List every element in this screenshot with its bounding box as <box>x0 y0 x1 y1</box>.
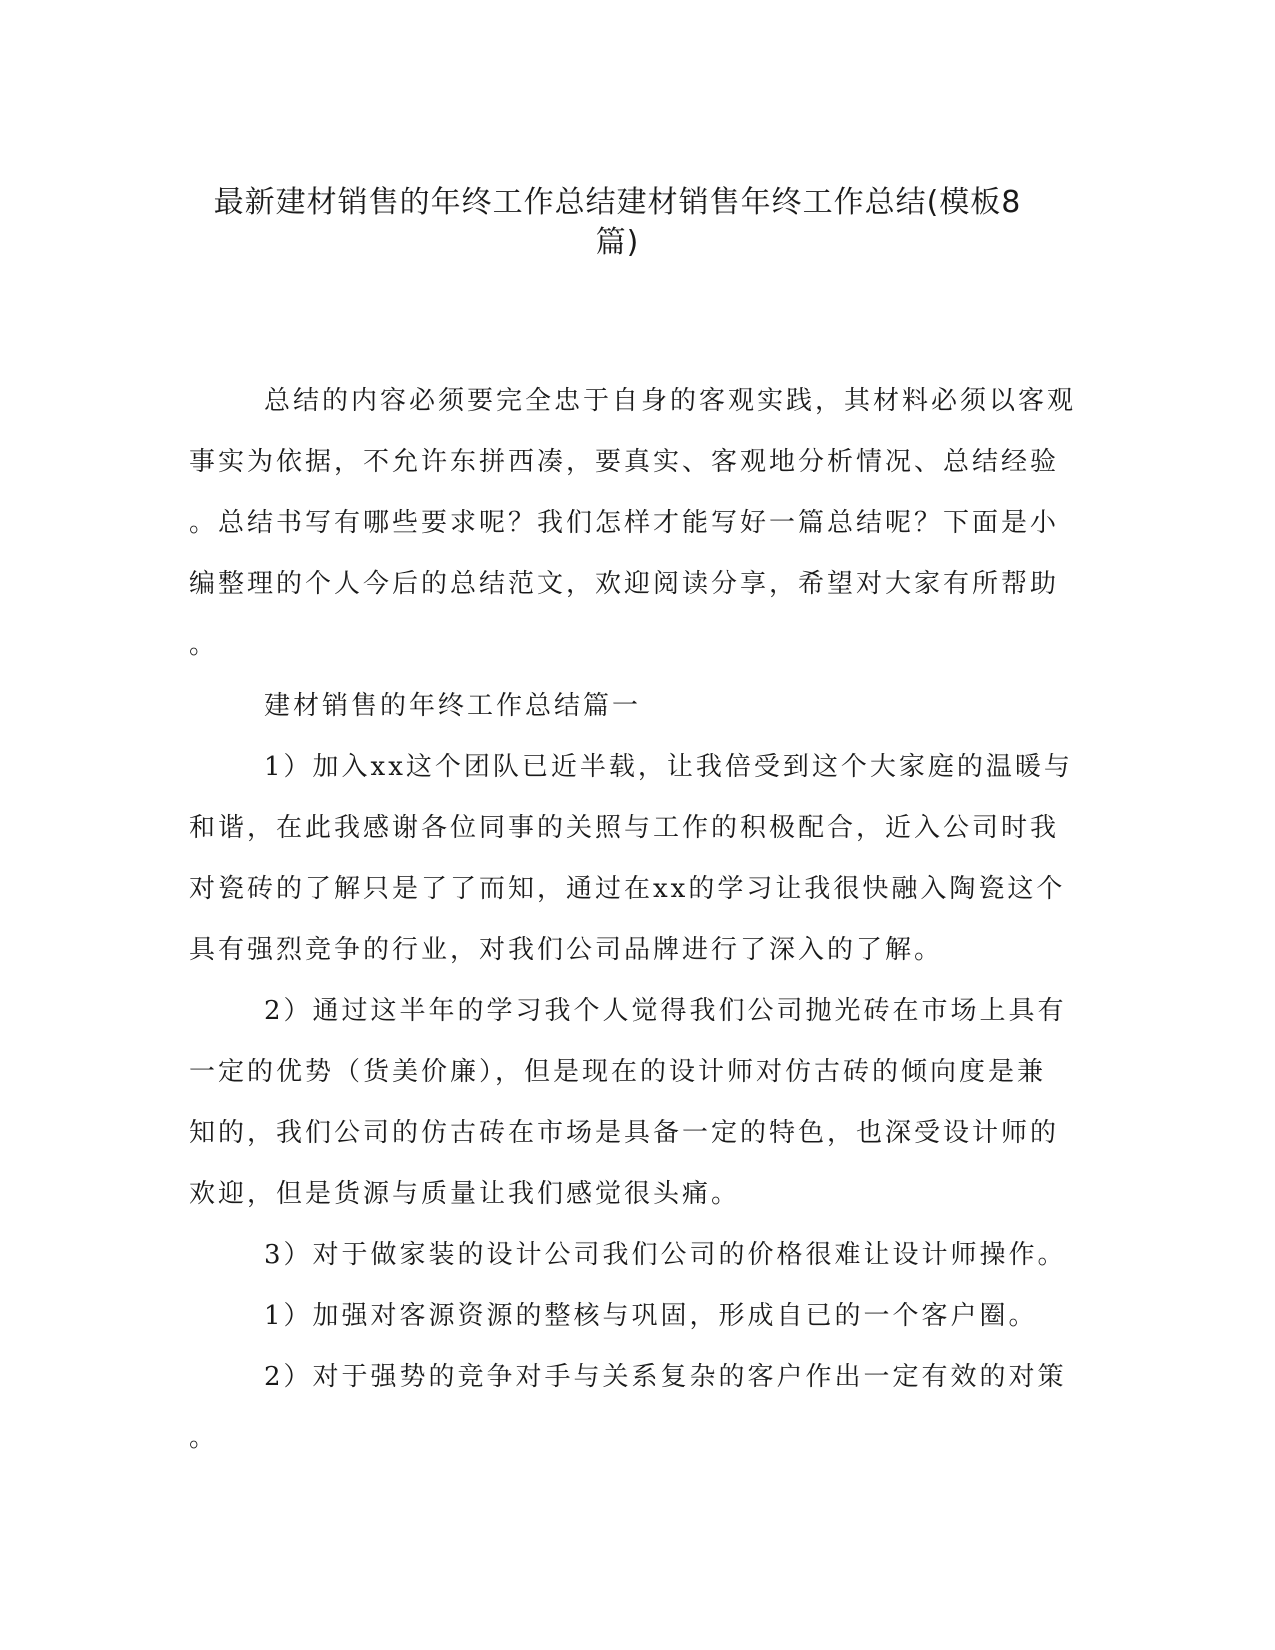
item-paragraph-line: 3）对于做家装的设计公司我们公司的价格很难让设计师操作。 <box>264 1240 1067 1270</box>
item-paragraph-line: 1）加入xx这个团队已近半载，让我倍受到这个大家庭的温暖与 <box>264 752 1073 782</box>
document-title <box>190 183 1045 263</box>
section-heading: 建材销售的年终工作总结篇一 <box>264 691 642 721</box>
item-paragraph-line: 一定的优势（货美价廉），但是现在的设计师对仿古砖的倾向度是兼 <box>189 1057 1047 1087</box>
document-body <box>189 371 1077 1469</box>
item-paragraph-line: 1）加强对客源资源的整核与巩固，形成自已的一个客户圈。 <box>264 1301 1038 1331</box>
item-paragraph-line: 2）对于强势的竞争对手与关系复杂的客户作出一定有效的对策 <box>264 1362 1067 1392</box>
intro-paragraph-line: 。总结书写有哪些要求呢？我们怎样才能写好一篇总结呢？下面是小 <box>189 508 1060 538</box>
intro-paragraph-line: 事实为依据，不允许东拼西凑，要真实、客观地分析情况、总结经验 <box>189 447 1060 477</box>
title-line: 篇) <box>595 225 640 260</box>
item-paragraph-line: 欢迎，但是货源与质量让我们感觉很头痛。 <box>189 1179 741 1209</box>
intro-paragraph-line: 。 <box>189 630 219 660</box>
intro-paragraph-line: 总结的内容必须要完全忠于自身的客观实践，其材料必须以客观 <box>264 386 1077 416</box>
title-line: 最新建材销售的年终工作总结建材销售年终工作总结(模板8 <box>213 185 1022 220</box>
item-paragraph-line: 知的，我们公司的仿古砖在市场是具备一定的特色，也深受设计师的 <box>189 1118 1060 1148</box>
intro-paragraph-line: 编整理的个人今后的总结范文，欢迎阅读分享，希望对大家有所帮助 <box>189 569 1060 599</box>
item-paragraph-line: 。 <box>189 1423 219 1453</box>
item-paragraph-line: 2）通过这半年的学习我个人觉得我们公司抛光砖在市场上具有 <box>264 996 1067 1026</box>
item-paragraph-line: 具有强烈竞争的行业，对我们公司品牌进行了深入的了解。 <box>189 935 944 965</box>
item-paragraph-line: 对瓷砖的了解只是了了而知，通过在xx的学习让我很快融入陶瓷这个 <box>189 874 1066 904</box>
item-paragraph-line: 和谐，在此我感谢各位同事的关照与工作的积极配合，近入公司时我 <box>189 813 1060 843</box>
